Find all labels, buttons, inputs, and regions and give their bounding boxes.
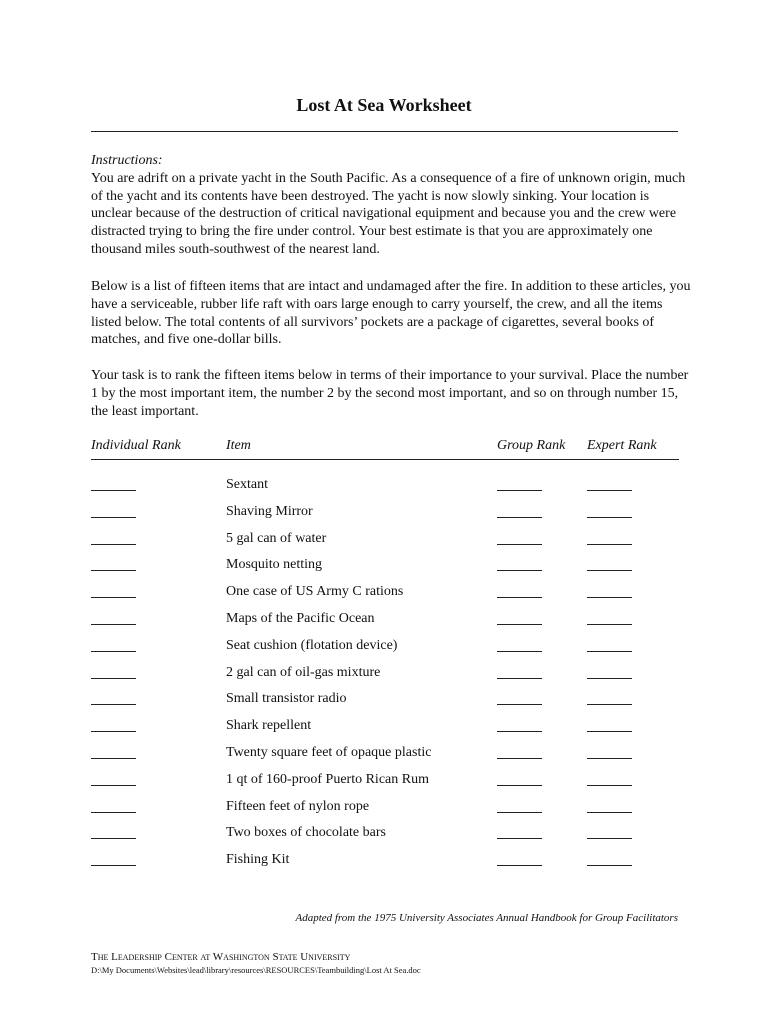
group-rank-blank[interactable]	[497, 544, 542, 545]
group-rank-blank[interactable]	[497, 517, 542, 518]
table-row	[91, 662, 679, 689]
items-description-paragraph: Below is a list of fifteen items that are intact and undamaged after the fire. In addition to these articles, you have a serviceable, rubber life raft with oars large enough to carry yourself, the crew, and all the items listed below. The total contents of all survivors’ pockets are a package of cigarettes, several books of matches, and five one-dollar bills.	[91, 279, 691, 348]
expert-rank-blank[interactable]	[587, 838, 632, 839]
source-credit: Adapted from the 1975 University Associates Annual Handbook for Group Facilitators	[295, 912, 678, 924]
item-name: Sextant	[226, 477, 268, 492]
expert-rank-blank[interactable]	[587, 517, 632, 518]
expert-rank-blank[interactable]	[587, 678, 632, 679]
instructions-text: You are adrift on a private yacht in the South Pacific. As a consequence of a fire of unknown origin, much of the yacht and its contents have been destroyed. The yacht is now slowly sinking. Your location is unclear because of the destruction of critical navigational equipment and because you and the crew were distracted trying to bring the fire under control. Your best estimate is that you are approximately one thousand miles south-southwest of the nearest land.	[91, 170, 686, 257]
item-name: One case of US Army C rations	[226, 584, 404, 600]
item-name: Twenty square feet of opaque plastic	[226, 744, 432, 760]
expert-rank-blank[interactable]	[587, 651, 632, 652]
expert-rank-blank[interactable]	[587, 785, 632, 786]
group-rank-blank[interactable]	[497, 812, 542, 813]
individual-rank-blank[interactable]	[91, 651, 136, 652]
individual-rank-blank[interactable]	[91, 812, 136, 813]
page-title: Lost At Sea Worksheet	[296, 95, 472, 115]
item-name: 1 qt of 160-proof Puerto Rican Rum	[226, 771, 429, 787]
individual-rank-blank[interactable]	[91, 731, 136, 732]
title-divider	[91, 131, 678, 132]
table-row	[91, 822, 679, 849]
item-name: 5 gal can of water	[226, 530, 327, 546]
organization-name: The Leadership Center at Washington State University	[91, 951, 351, 963]
individual-rank-blank[interactable]	[91, 544, 136, 545]
item-name: Maps of the Pacific Ocean	[226, 610, 375, 626]
group-rank-blank[interactable]	[497, 678, 542, 679]
group-rank-blank[interactable]	[497, 865, 542, 866]
expert-rank-blank[interactable]	[587, 490, 632, 491]
item-name: Two boxes of chocolate bars	[226, 825, 386, 841]
individual-rank-blank[interactable]	[91, 570, 136, 571]
expert-rank-blank[interactable]	[587, 758, 632, 759]
table-row	[91, 554, 679, 581]
items-list	[91, 474, 679, 876]
individual-rank-blank[interactable]	[91, 785, 136, 786]
item-name: Fifteen feet of nylon rope	[226, 798, 370, 814]
table-row	[91, 501, 679, 528]
expert-rank-blank[interactable]	[587, 731, 632, 732]
individual-rank-blank[interactable]	[91, 758, 136, 759]
item-name: Seat cushion (flotation device)	[226, 637, 398, 653]
individual-rank-blank[interactable]	[91, 517, 136, 518]
table-row	[91, 796, 679, 823]
table-row	[91, 528, 679, 555]
individual-rank-blank[interactable]	[91, 865, 136, 866]
header-group-rank: Group Rank	[497, 438, 566, 453]
header-item: Item	[226, 438, 251, 453]
group-rank-blank[interactable]	[497, 785, 542, 786]
group-rank-blank[interactable]	[497, 704, 542, 705]
instructions-section	[91, 152, 691, 259]
item-name: Fishing Kit	[226, 852, 290, 868]
table-row	[91, 742, 679, 769]
expert-rank-blank[interactable]	[587, 597, 632, 598]
item-name: Shark repellent	[226, 718, 312, 734]
table-row	[91, 581, 679, 608]
individual-rank-blank[interactable]	[91, 678, 136, 679]
expert-rank-blank[interactable]	[587, 704, 632, 705]
table-row	[91, 849, 679, 876]
table-row	[91, 608, 679, 635]
group-rank-blank[interactable]	[497, 570, 542, 571]
table-row	[91, 474, 679, 501]
individual-rank-blank[interactable]	[91, 704, 136, 705]
individual-rank-blank[interactable]	[91, 490, 136, 491]
group-rank-blank[interactable]	[497, 597, 542, 598]
group-rank-blank[interactable]	[497, 758, 542, 759]
item-name: 2 gal can of oil-gas mixture	[226, 664, 381, 680]
table-row	[91, 635, 679, 662]
item-name: Shaving Mirror	[226, 503, 313, 519]
table-row	[91, 715, 679, 742]
individual-rank-blank[interactable]	[91, 838, 136, 839]
group-rank-blank[interactable]	[497, 490, 542, 491]
expert-rank-blank[interactable]	[587, 865, 632, 866]
instructions-label: Instructions:	[91, 153, 163, 168]
expert-rank-blank[interactable]	[587, 544, 632, 545]
group-rank-blank[interactable]	[497, 624, 542, 625]
expert-rank-blank[interactable]	[587, 570, 632, 571]
individual-rank-blank[interactable]	[91, 597, 136, 598]
table-header	[91, 437, 679, 460]
file-path: D:\My Documents\Websites\lead\library\resources\RESOURCES\Teambuilding\Lost At Sea.doc	[91, 965, 421, 975]
group-rank-blank[interactable]	[497, 731, 542, 732]
expert-rank-blank[interactable]	[587, 624, 632, 625]
header-expert-rank: Expert Rank	[587, 438, 657, 453]
item-name: Mosquito netting	[226, 557, 323, 573]
expert-rank-blank[interactable]	[587, 812, 632, 813]
individual-rank-blank[interactable]	[91, 624, 136, 625]
header-individual-rank: Individual Rank	[91, 438, 181, 453]
group-rank-blank[interactable]	[497, 838, 542, 839]
table-row	[91, 769, 679, 796]
task-paragraph: Your task is to rank the fifteen items below in terms of their importance to your survival. Place the number 1 by the most important item, the number 2 by the second most important, and so on through number 15, the least important.	[91, 368, 689, 419]
table-row	[91, 688, 679, 715]
item-name: Small transistor radio	[226, 691, 347, 707]
group-rank-blank[interactable]	[497, 651, 542, 652]
